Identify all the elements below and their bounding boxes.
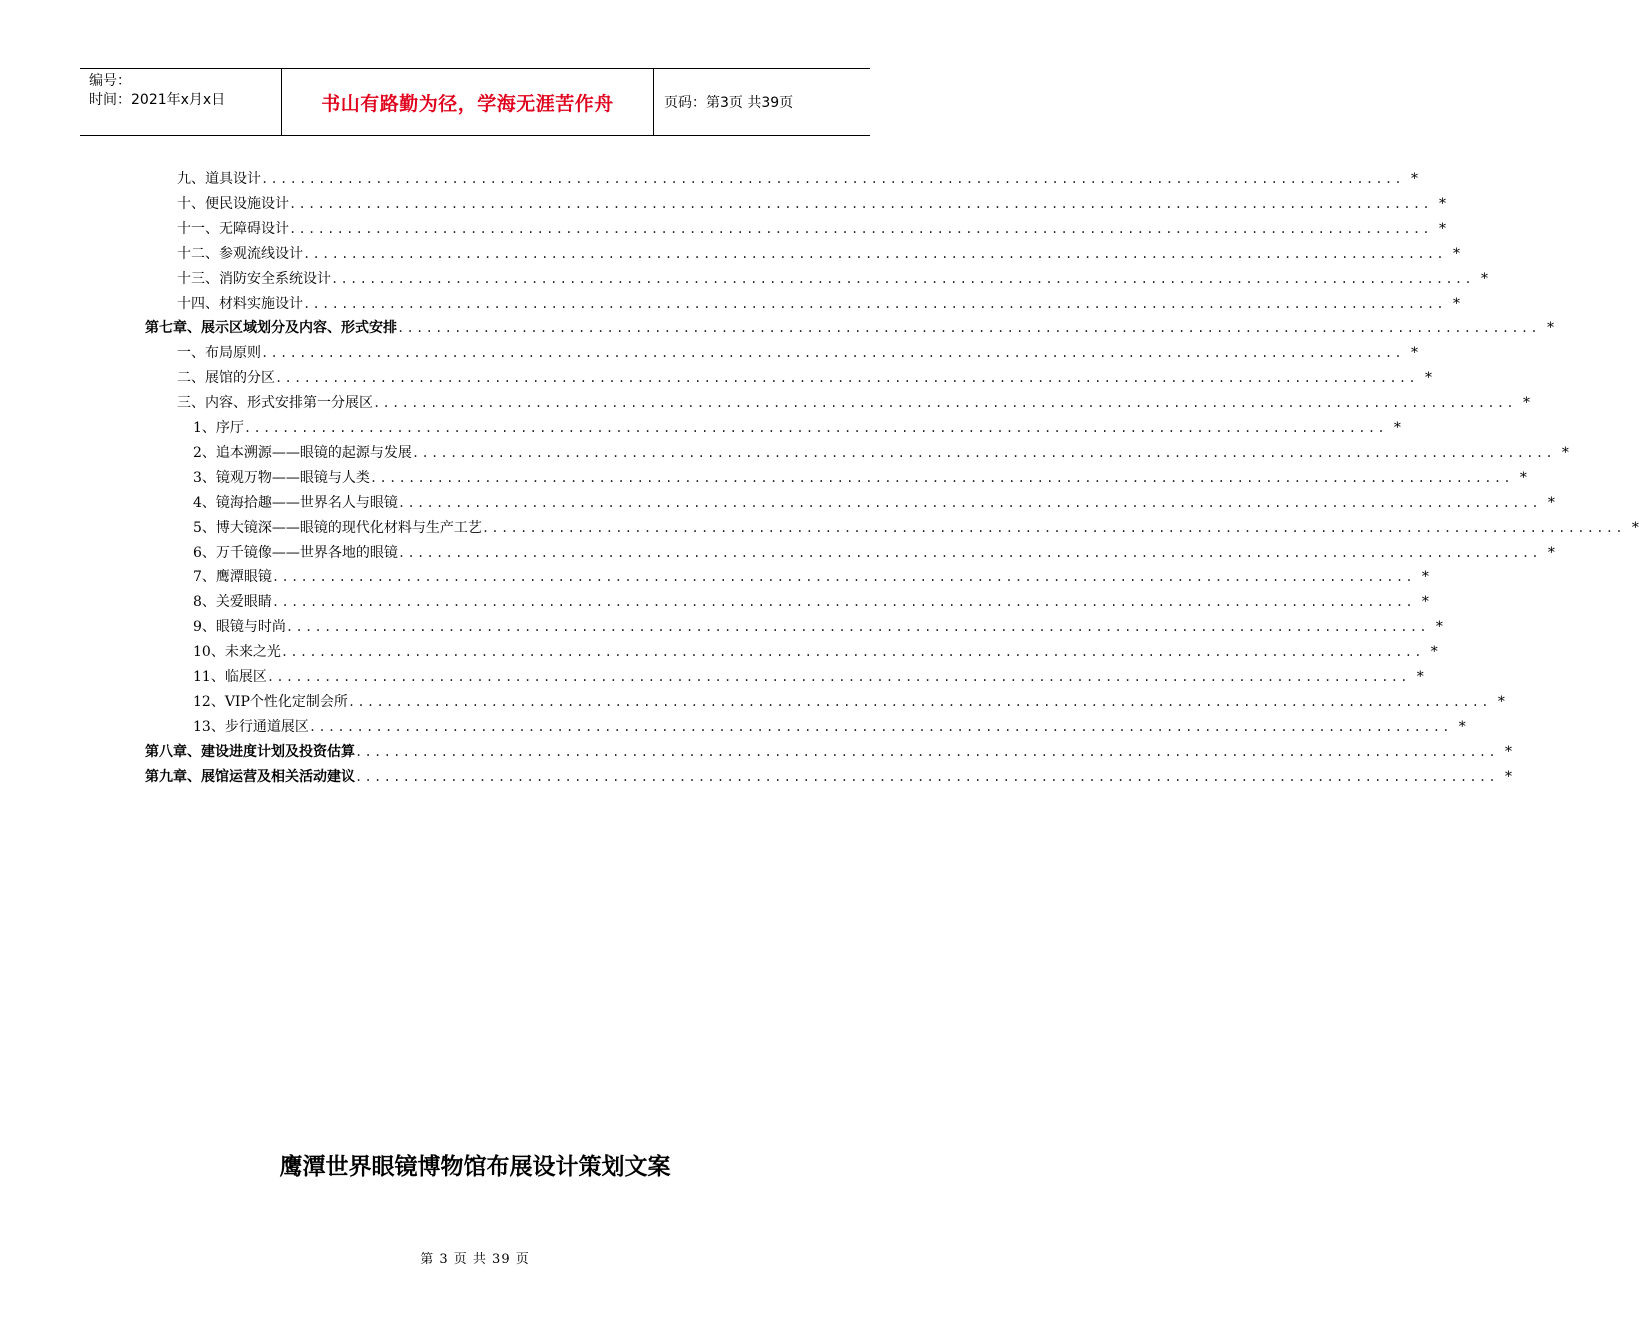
toc-entry-text: 十四、材料实施设计	[177, 296, 303, 312]
toc-entry[interactable]	[193, 467, 1527, 491]
toc-entry-page: *	[1522, 395, 1530, 411]
toc-entry[interactable]	[193, 442, 1569, 466]
toc-entry-page: *	[1519, 470, 1527, 486]
toc-entry[interactable]	[177, 218, 1446, 242]
toc-entry-text: 6、万千镜像——世界各地的眼镜	[193, 545, 398, 561]
toc-entry-text: 第八章、建设进度计划及投资估算	[145, 744, 355, 760]
toc-leader-dots: ........................................................................................................................	[289, 197, 1432, 211]
toc-entry-page: *	[1424, 370, 1432, 386]
toc-leader-dots: ........................................................................................................................	[289, 222, 1432, 236]
toc-entry[interactable]	[193, 492, 1555, 516]
header-page-info: 页码：第3页 共39页	[664, 95, 794, 111]
toc-entry-text: 8、关爱眼睛	[193, 594, 272, 610]
toc-entry-page: *	[1480, 271, 1488, 287]
toc-entry-page: *	[1561, 445, 1569, 461]
toc-leader-dots: ........................................................................................................................	[303, 297, 1446, 311]
header-time-label: 时间：2021年x月x日	[89, 92, 226, 108]
toc-entry-page: *	[1410, 171, 1418, 187]
toc-entry-page: *	[1458, 719, 1466, 735]
toc-leader-dots: ........................................................................................................................	[271, 595, 1415, 609]
toc-leader-dots: ........................................................................................................................	[331, 272, 1474, 286]
toc-chapter[interactable]	[145, 317, 1554, 341]
toc-leader-dots: ........................................................................................................................	[261, 172, 1404, 186]
page-footer: 第 3 页 共 39 页	[420, 1252, 530, 1267]
toc-entry-text: 十、便民设施设计	[177, 196, 289, 212]
toc-leader-dots: ........................................................................................................................	[355, 745, 1498, 759]
toc-leader-dots: ........................................................................................................................	[285, 620, 1429, 634]
toc-entry[interactable]	[177, 168, 1418, 192]
toc-entry-text: 一、布局原则	[177, 345, 261, 361]
toc-leader-dots: ........................................................................................................................	[397, 496, 1541, 510]
toc-entry-text: 九、道具设计	[177, 171, 261, 187]
toc-entry[interactable]	[193, 616, 1443, 640]
toc-leader-dots: ........................................................................................................................	[261, 346, 1404, 360]
toc-entry[interactable]	[193, 591, 1429, 615]
toc-entry-text: 13、步行通道展区	[193, 719, 309, 735]
toc-entry[interactable]	[177, 293, 1460, 317]
toc-entry[interactable]	[177, 268, 1488, 292]
toc-entry-page: *	[1410, 345, 1418, 361]
toc-entry-page: *	[1547, 545, 1555, 561]
toc-entry[interactable]	[177, 392, 1530, 416]
toc-entry-page: *	[1393, 420, 1401, 436]
toc-entry-text: 10、未来之光	[193, 644, 281, 660]
toc-entry-page: *	[1504, 769, 1512, 785]
toc-leader-dots: ........................................................................................................................	[355, 770, 1498, 784]
toc-leader-dots: ........................................................................................................................	[275, 371, 1418, 385]
toc-entry-text: 4、镜海拾趣——世界名人与眼镜	[193, 495, 398, 511]
toc-entry[interactable]	[193, 666, 1424, 690]
toc-leader-dots: ........................................................................................................................	[347, 695, 1491, 709]
toc-leader-dots: ........................................................................................................................	[481, 521, 1625, 535]
toc-entry[interactable]	[193, 542, 1555, 566]
toc-leader-dots: ........................................................................................................................	[308, 720, 1452, 734]
toc-entry-page: *	[1547, 495, 1555, 511]
toc-chapter[interactable]	[145, 766, 1512, 790]
toc-entry-page: *	[1631, 520, 1639, 536]
toc-entry-text: 十三、消防安全系统设计	[177, 271, 331, 287]
toc-entry-text: 第七章、展示区域划分及内容、形式安排	[145, 320, 397, 336]
toc-entry-text: 12、VIP个性化定制会所	[193, 694, 348, 710]
toc-leader-dots: ........................................................................................................................	[397, 546, 1541, 560]
toc-entry-page: *	[1438, 196, 1446, 212]
toc-entry[interactable]	[193, 417, 1401, 441]
toc-entry[interactable]	[193, 641, 1438, 665]
toc-entry-page: *	[1497, 694, 1505, 710]
page-header	[80, 68, 870, 136]
toc-entry[interactable]	[193, 566, 1429, 590]
toc-entry-text: 十二、参观流线设计	[177, 246, 303, 262]
toc-entry-page: *	[1504, 744, 1512, 760]
toc-entry-text: 3、镜观万物——眼镜与人类	[193, 470, 370, 486]
header-number-label: 编号：	[89, 73, 131, 89]
toc-leader-dots: ........................................................................................................................	[397, 321, 1540, 335]
toc-leader-dots: ........................................................................................................................	[369, 471, 1513, 485]
toc-entry[interactable]	[193, 691, 1505, 715]
toc-entry-page: *	[1421, 594, 1429, 610]
toc-leader-dots: ........................................................................................................................	[411, 446, 1555, 460]
toc-entry[interactable]	[177, 193, 1446, 217]
toc-entry-text: 二、展馆的分区	[177, 370, 275, 386]
toc-leader-dots: ........................................................................................................................	[303, 247, 1446, 261]
document-title: 鹰潭世界眼镜博物馆布展设计策划文案	[279, 1154, 671, 1180]
toc-entry-text: 11、临展区	[193, 669, 267, 685]
toc-entry-text: 7、鹰潭眼镜	[193, 569, 272, 585]
toc-entry[interactable]	[177, 367, 1432, 391]
toc-leader-dots: ........................................................................................................................	[266, 670, 1410, 684]
toc-entry-page: *	[1421, 569, 1429, 585]
toc-entry-page: *	[1416, 669, 1424, 685]
toc-entry-text: 第九章、展馆运营及相关活动建议	[145, 769, 355, 785]
toc-entry-page: *	[1438, 221, 1446, 237]
toc-chapter[interactable]	[145, 741, 1512, 765]
toc-entry-text: 1、序厅	[193, 420, 244, 436]
toc-entry-page: *	[1435, 619, 1443, 635]
toc-entry-text: 十一、无障碍设计	[177, 221, 289, 237]
toc-entry[interactable]	[177, 243, 1460, 267]
toc-entry-page: *	[1452, 296, 1460, 312]
toc-entry[interactable]	[193, 716, 1466, 740]
toc-entry[interactable]	[177, 342, 1418, 366]
toc-entry-text: 三、内容、形式安排第一分展区	[177, 395, 373, 411]
toc-entry-text: 9、眼镜与时尚	[193, 619, 286, 635]
toc-leader-dots: ........................................................................................................................	[373, 396, 1516, 410]
toc-leader-dots: ........................................................................................................................	[271, 570, 1415, 584]
header-motto: 书山有路勤为径，学海无涯苦作舟	[281, 69, 654, 135]
toc-leader-dots: ........................................................................................................................	[243, 421, 1387, 435]
toc-entry-text: 2、追本溯源——眼镜的起源与发展	[193, 445, 412, 461]
toc-entry-page: *	[1430, 644, 1438, 660]
toc-entry-page: *	[1452, 246, 1460, 262]
toc-leader-dots: ........................................................................................................................	[280, 645, 1424, 659]
toc-entry[interactable]	[193, 517, 1639, 541]
toc-entry-text: 5、博大镜深——眼镜的现代化材料与生产工艺	[193, 520, 482, 536]
header-meta	[80, 69, 281, 135]
toc-entry-page: *	[1546, 320, 1554, 336]
